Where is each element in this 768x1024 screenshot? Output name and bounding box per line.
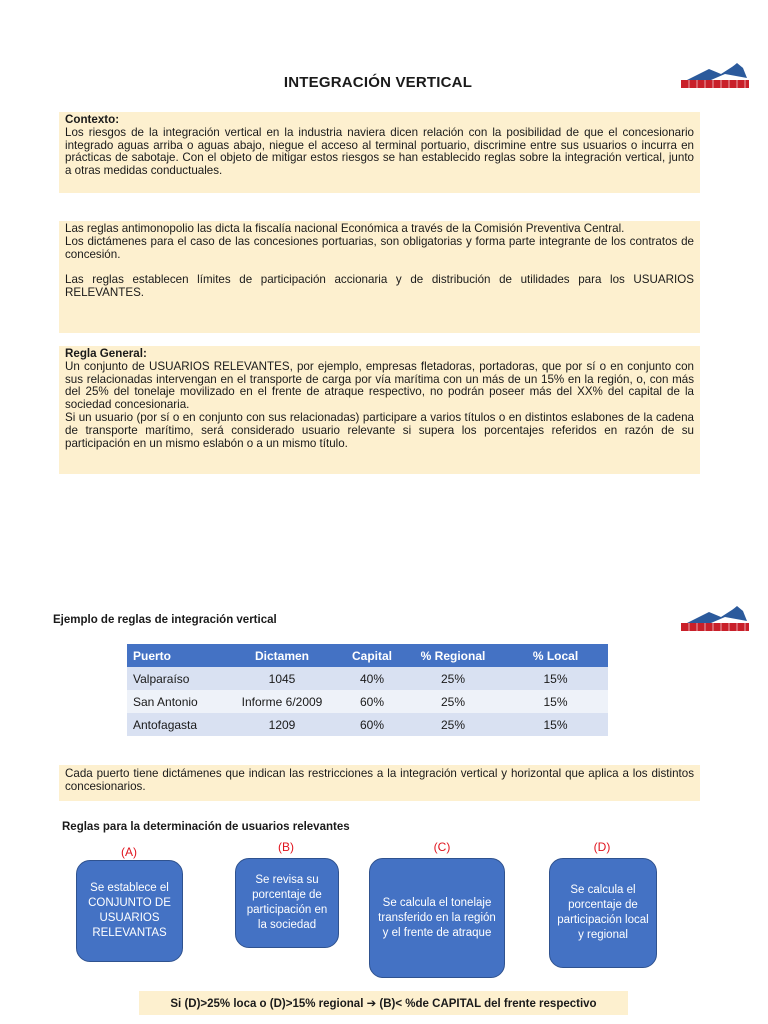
note-text: Cada puerto tiene dictámenes que indican las restricciones a la integración vertical y horizontal que aplica a los distintos concesionarios.: [65, 767, 694, 793]
note-box: [59, 765, 700, 801]
table-row: [127, 713, 608, 736]
column-header: Capital: [341, 644, 403, 667]
table-cell: 25%: [403, 713, 503, 736]
context-box: [59, 112, 700, 193]
table-cell: 60%: [341, 713, 403, 736]
step-a-box: [76, 860, 183, 962]
table-cell: 25%: [403, 690, 503, 713]
page-title: INTEGRACIÓN VERTICAL: [283, 74, 473, 91]
context-body: Los riesgos de la integración vertical en la industria naviera dicen relación con la posibilidad de que el concesionario integrado aguas arriba o aguas abajo, niegue el acceso al terminal portuario, discrimine entre sus usuarios o incurra en prácticas de sabotaje. Con el objeto de mitigar estos riesgos se han establecido reglas sobre la integración vertical, junto a otras medidas conductuales.: [65, 125, 694, 178]
rules-paragraph-1: Las reglas antimonopolio las dicta la fiscalía nacional Económica a través de la Comisión Preventiva Central.: [65, 222, 625, 235]
port-logo-icon: [681, 603, 751, 633]
table-cell: 60%: [341, 690, 403, 713]
column-header: Puerto: [127, 644, 223, 667]
step-letter-b: (B): [278, 840, 294, 854]
table-cell: Valparaíso: [127, 667, 223, 690]
step-letter-a: (A): [121, 845, 137, 859]
conclusion-text: Si (D)>25% loca o (D)>15% regional ➔ (B)< %de CAPITAL del frente respectivo: [170, 998, 597, 1010]
step-c-box: [369, 858, 505, 978]
ports-table: [127, 644, 608, 736]
table-cell: 15%: [503, 713, 608, 736]
table-cell: 15%: [503, 690, 608, 713]
rules-box: [59, 221, 700, 333]
step-letter-d: (D): [593, 840, 611, 854]
table-cell: 40%: [341, 667, 403, 690]
general-rule-paragraph-2: Si un usuario (por sí o en conjunto con sus relacionadas) participare a varios títulos o en distintos eslabones de la cadena de transporte marítimo, será considerado usuario relevante si supera los porcentajes referidos en razón de su participación en un mismo eslabón o a un mismo título.: [65, 410, 694, 450]
conclusion-box: [139, 991, 628, 1015]
column-header: % Regional: [403, 644, 503, 667]
column-header: Dictamen: [223, 644, 341, 667]
example-heading: Ejemplo de reglas de integración vertical: [53, 614, 277, 626]
column-header: % Local: [503, 644, 608, 667]
table-cell: Informe 6/2009: [223, 690, 341, 713]
step-b-text: Se revisa su porcentaje de participación en la sociedad: [246, 874, 328, 931]
table-row: [127, 690, 608, 713]
table-cell: 1045: [223, 667, 341, 690]
step-c-text: Se calcula el tonelaje transferido en la región y el frente de atraque: [378, 896, 496, 939]
table-row: [127, 667, 608, 690]
step-b-box: [235, 858, 339, 948]
general-rule-box: [59, 346, 700, 474]
rules-paragraph-2: Los dictámenes para el caso de las concesiones portuarias, son obligatorias y forma parte integrante de los contratos de concesión.: [65, 234, 694, 261]
port-logo-icon: [681, 60, 751, 90]
table-cell: 25%: [403, 667, 503, 690]
step-letter-c: (C): [433, 840, 451, 854]
table-header-row: [127, 644, 608, 667]
table-cell: San Antonio: [127, 690, 223, 713]
general-rule-paragraph-1: Un conjunto de USUARIOS RELEVANTES, por ejemplo, empresas fletadoras, portadoras, que por sí o en conjunto con sus relacionadas intervengan en el transporte de carga por vía marítima con un más de un 15% en la región, o, con más del 25% del tonelaje movilizado en el frente de atraque respectivo, no podrán poseer más del XX% del capital de la sociedad concesionaria.: [65, 359, 694, 412]
table-cell: 1209: [223, 713, 341, 736]
determination-heading: Reglas para la determinación de usuarios relevantes: [62, 821, 350, 833]
context-heading: Contexto:: [65, 113, 120, 126]
table-cell: Antofagasta: [127, 713, 223, 736]
table-cell: 15%: [503, 667, 608, 690]
general-rule-heading: Regla General:: [65, 347, 147, 360]
rules-paragraph-3: Las reglas establecen límites de participación accionaria y de distribución de utilidades para los USUARIOS RELEVANTES.: [65, 273, 694, 299]
step-a-text: Se establece el CONJUNTO DE USUARIOS RELEVANTAS: [88, 882, 171, 939]
step-d-box: [549, 858, 657, 968]
step-d-text: Se calcula el porcentaje de participación local y regional: [557, 884, 649, 941]
